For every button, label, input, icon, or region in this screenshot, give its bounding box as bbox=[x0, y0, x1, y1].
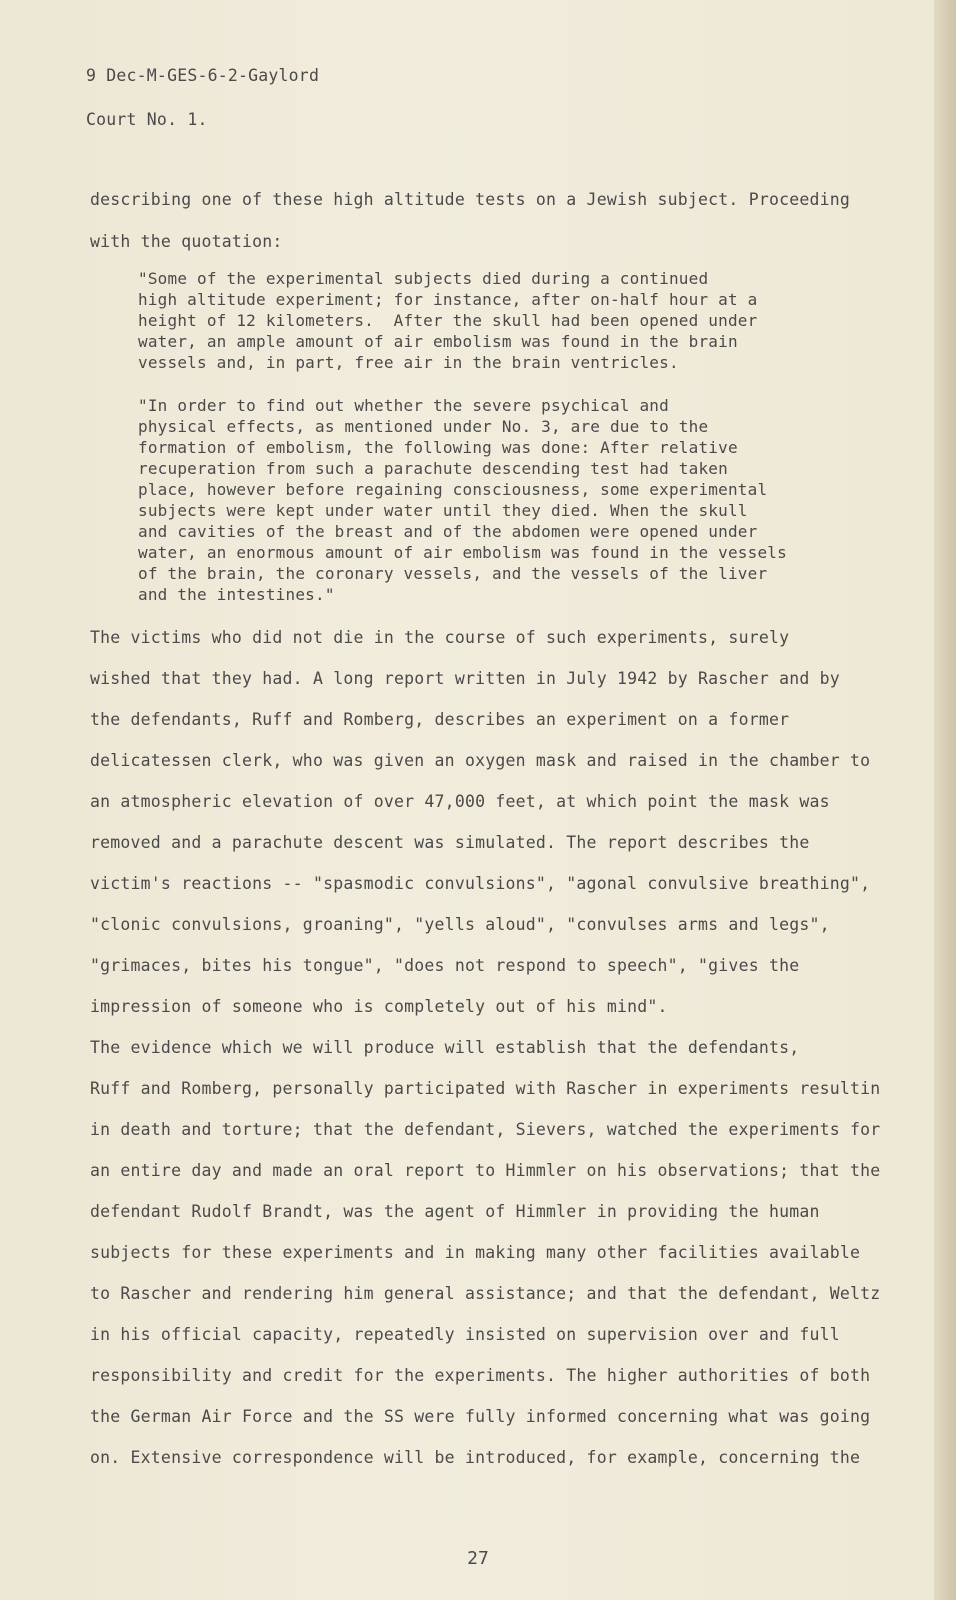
body-line: victim's reactions -- "spasmodic convulsions", "agonal convulsive breathing", bbox=[90, 874, 871, 893]
body-line: responsibility and credit for the experiments. The higher authorities of both bbox=[90, 1366, 871, 1385]
quote-line: of the brain, the coronary vessels, and the vessels of the liver bbox=[138, 564, 768, 583]
quote-line: place, however before regaining consciousness, some experimental bbox=[138, 480, 768, 499]
body-line: "clonic convulsions, groaning", "yells aloud", "convulses arms and legs", bbox=[90, 915, 830, 934]
body-line: The evidence which we will produce will establish that the defendants, bbox=[90, 1038, 800, 1057]
quote-line: "In order to find out whether the severe psychical and bbox=[138, 396, 669, 415]
quote-line: vessels and, in part, free air in the brain ventricles. bbox=[138, 353, 679, 372]
page-number: 27 bbox=[467, 1548, 489, 1569]
quote-line: formation of embolism, the following was done: After relative bbox=[138, 438, 738, 457]
body-line: in his official capacity, repeatedly insisted on supervision over and full bbox=[90, 1325, 840, 1344]
body-line: the defendants, Ruff and Romberg, describes an experiment on a former bbox=[90, 710, 790, 729]
quote-line: "Some of the experimental subjects died during a continued bbox=[138, 269, 709, 288]
body-line: Ruff and Romberg, personally participated with Rascher in experiments resultin bbox=[90, 1079, 881, 1098]
page-edge bbox=[934, 0, 956, 1600]
body-line: describing one of these high altitude tests on a Jewish subject. Proceeding bbox=[90, 190, 851, 209]
document-id: 9 Dec-M-GES-6-2-Gaylord bbox=[86, 66, 320, 85]
quote-line: high altitude experiment; for instance, after on-half hour at a bbox=[138, 290, 758, 309]
quote-line: and the intestines." bbox=[138, 585, 335, 604]
quote-line: subjects were kept under water until they died. When the skull bbox=[138, 501, 748, 520]
body-line: with the quotation: bbox=[90, 232, 283, 251]
body-line: to Rascher and rendering him general assistance; and that the defendant, Weltz bbox=[90, 1284, 881, 1303]
court-label: Court No. 1. bbox=[86, 110, 208, 129]
body-line: "grimaces, bites his tongue", "does not respond to speech", "gives the bbox=[90, 956, 800, 975]
body-line: removed and a parachute descent was simulated. The report describes the bbox=[90, 833, 810, 852]
quote-line: water, an ample amount of air embolism was found in the brain bbox=[138, 332, 738, 351]
quote-line: recuperation from such a parachute descending test had taken bbox=[138, 459, 728, 478]
body-line: impression of someone who is completely out of his mind". bbox=[90, 997, 668, 1016]
quote-line: water, an enormous amount of air embolism was found in the vessels bbox=[138, 543, 787, 562]
quote-line: height of 12 kilometers. After the skull had been opened under bbox=[138, 311, 758, 330]
body-line: the German Air Force and the SS were fully informed concerning what was going bbox=[90, 1407, 871, 1426]
body-line: an entire day and made an oral report to Himmler on his observations; that the bbox=[90, 1161, 881, 1180]
body-line: in death and torture; that the defendant, Sievers, watched the experiments for bbox=[90, 1120, 881, 1139]
body-line: an atmospheric elevation of over 47,000 feet, at which point the mask was bbox=[90, 792, 830, 811]
body-line: on. Extensive correspondence will be introduced, for example, concerning the bbox=[90, 1448, 861, 1467]
quote-line: physical effects, as mentioned under No. 3, are due to the bbox=[138, 417, 709, 436]
body-line: delicatessen clerk, who was given an oxygen mask and raised in the chamber to bbox=[90, 751, 871, 770]
body-line: defendant Rudolf Brandt, was the agent of Himmler in providing the human bbox=[90, 1202, 820, 1221]
body-line: subjects for these experiments and in making many other facilities available bbox=[90, 1243, 861, 1262]
body-line: The victims who did not die in the course of such experiments, surely bbox=[90, 628, 790, 647]
body-line: wished that they had. A long report written in July 1942 by Rascher and by bbox=[90, 669, 840, 688]
quote-line: and cavities of the breast and of the abdomen were opened under bbox=[138, 522, 758, 541]
